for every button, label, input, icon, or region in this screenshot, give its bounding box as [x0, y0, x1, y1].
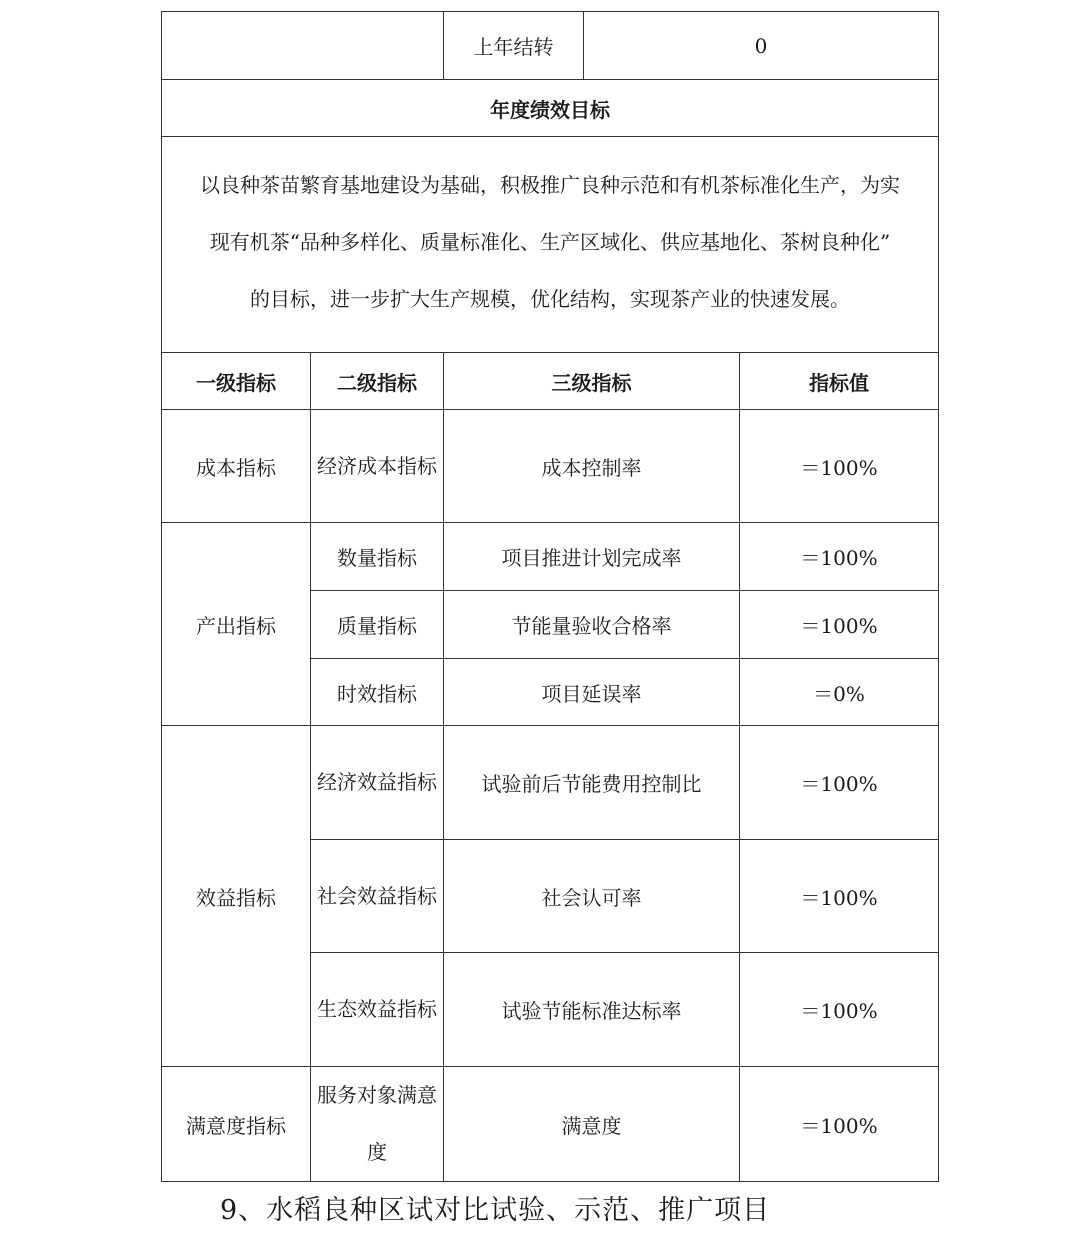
section-title-row	[162, 80, 939, 137]
value-cell: ＝100%	[740, 591, 939, 659]
value-cell: ＝100%	[740, 953, 939, 1067]
value-cell: ＝0%	[740, 659, 939, 726]
header-level3: 三级指标	[444, 353, 740, 410]
level2-cell: 数量指标	[311, 523, 444, 591]
level2-cell: 经济效益指标	[311, 726, 444, 840]
value-cell: ＝100%	[740, 840, 939, 953]
level2-cell: 时效指标	[311, 659, 444, 726]
carryover-value: 0	[584, 12, 939, 80]
value-cell: ＝100%	[740, 726, 939, 840]
goal-line: 以良种茶苗繁育基地建设为基础，积极推广良种示范和有机茶标准化生产，为实	[200, 173, 900, 197]
goal-line: 现有机茶“品种多样化、质量标准化、生产区域化、供应基地化、茶树良种化”	[209, 230, 891, 254]
level2-cell: 服务对象满意度	[311, 1067, 444, 1182]
goal-line: 的目标，进一步扩大生产规模，优化结构，实现茶产业的快速发展。	[250, 287, 850, 311]
level2-cell: 生态效益指标	[311, 953, 444, 1067]
table-row	[162, 523, 939, 591]
level2-cell: 社会效益指标	[311, 840, 444, 953]
level3-cell: 社会认可率	[444, 840, 740, 953]
table-row	[162, 410, 939, 523]
carryover-label: 上年结转	[444, 12, 584, 80]
performance-goal-table	[161, 11, 939, 1182]
level3-cell: 满意度	[444, 1067, 740, 1182]
header-row	[162, 353, 939, 410]
annual-goal-text	[162, 137, 939, 353]
table-row	[162, 1067, 939, 1182]
carryover-row	[162, 12, 939, 80]
level1-cell: 成本指标	[162, 410, 311, 523]
level3-cell: 项目推进计划完成率	[444, 523, 740, 591]
level1-cell: 产出指标	[162, 523, 311, 726]
header-level2: 二级指标	[311, 353, 444, 410]
level3-cell: 试验节能标准达标率	[444, 953, 740, 1067]
level3-cell: 节能量验收合格率	[444, 591, 740, 659]
section-heading: 9、水稻良种区试对比试验、示范、推广项目	[220, 1195, 771, 1226]
level2-cell: 质量指标	[311, 591, 444, 659]
value-cell: ＝100%	[740, 523, 939, 591]
goal-row	[162, 137, 939, 353]
level1-cell: 效益指标	[162, 726, 311, 1067]
table-row	[162, 726, 939, 840]
header-level1: 一级指标	[162, 353, 311, 410]
performance-table-page	[161, 11, 938, 1182]
header-value: 指标值	[740, 353, 939, 410]
value-cell: ＝100%	[740, 1067, 939, 1182]
level2-cell: 经济成本指标	[311, 410, 444, 523]
section-title: 年度绩效目标	[162, 80, 939, 137]
empty-cell	[162, 12, 444, 80]
level3-cell: 试验前后节能费用控制比	[444, 726, 740, 840]
level1-cell: 满意度指标	[162, 1067, 311, 1182]
level3-cell: 成本控制率	[444, 410, 740, 523]
level3-cell: 项目延误率	[444, 659, 740, 726]
value-cell: ＝100%	[740, 410, 939, 523]
